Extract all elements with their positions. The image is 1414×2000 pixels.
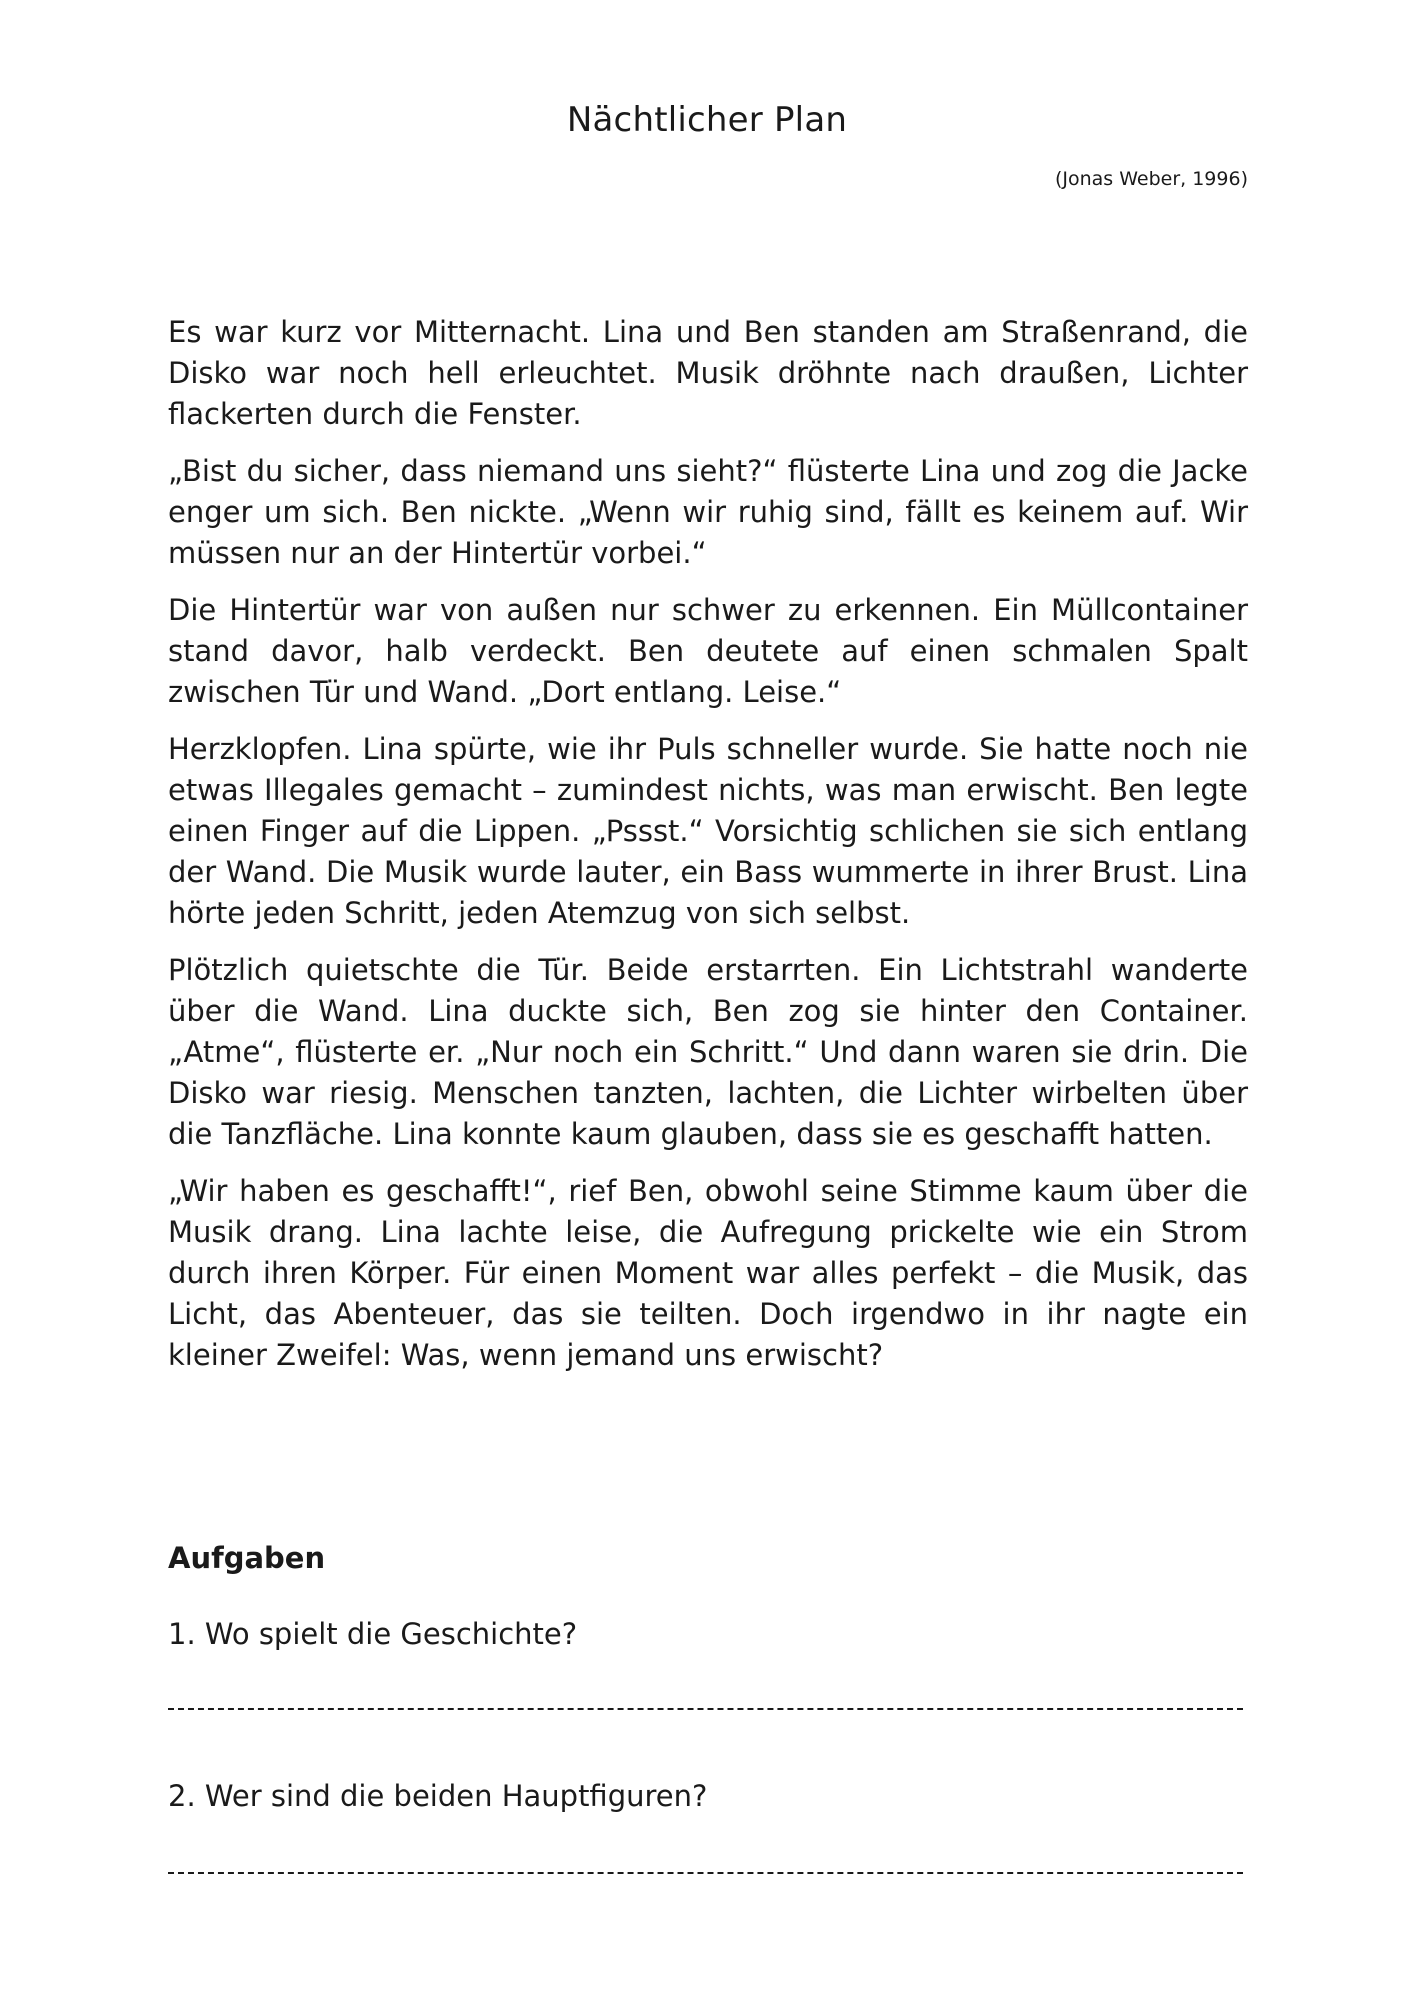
answer-line-1[interactable] — [168, 1704, 1243, 1710]
document-title: Nächtlicher Plan — [566, 100, 848, 140]
story-paragraph: Plötzlich quietschte die Tür. Beide erstarrten. Ein Lichtstrahl wanderte über die Wand. Lina duckte sich, Ben zog sie hinter den Container. „Atme“, flüsterte er. „Nur noch ein Schritt.“ Und dann waren sie drin. Die Disko war riesig. Menschen tanzten, lachten, die Lichter wirbelten über die Tanzfläche. Lina konnte kaum glauben, dass sie es geschafft hatten. — [168, 953, 1248, 1151]
story-paragraph: Die Hintertür war von außen nur schwer zu erkennen. Ein Müllcontainer stand davor, halb verdeckt. Ben deutete auf einen schmalen Spalt zwischen Tür und Wand. „Dort entlang. Leise.“ — [168, 593, 1248, 709]
question-2: 2. Wer sind die beiden Hauptfiguren? — [168, 1779, 708, 1813]
author-credit: (Jonas Weber, 1996) — [1054, 168, 1248, 190]
story-paragraph: Es war kurz vor Mitternacht. Lina und Ben standen am Straßenrand, die Disko war noch hell erleuchtet. Musik dröhnte nach draußen, Lichter flackerten durch die Fenster. — [168, 315, 1248, 431]
tasks-heading: Aufgaben — [168, 1541, 326, 1575]
story-text — [168, 312, 1248, 1392]
question-1: 1. Wo spielt die Geschichte? — [168, 1617, 578, 1651]
story-paragraph: „Wir haben es geschafft!“, rief Ben, obwohl seine Stimme kaum über die Musik drang. Lina lachte leise, die Aufregung prickelte wie ein Strom durch ihren Körper. Für einen Moment war alles perfekt – die Musik, das Licht, das Abenteuer, das sie teilten. Doch irgendwo in ihr nagte ein kleiner Zweifel: Was, wenn jemand uns erwischt? — [168, 1174, 1248, 1372]
answer-line-2[interactable] — [168, 1868, 1243, 1874]
story-paragraph: Herzklopfen. Lina spürte, wie ihr Puls schneller wurde. Sie hatte noch nie etwas Illegales gemacht – zumindest nichts, was man erwischt. Ben legte einen Finger auf die Lippen. „Pssst.“ Vorsichtig schlichen sie sich entlang der Wand. Die Musik wurde lauter, ein Bass wummerte in ihrer Brust. Lina hörte jeden Schritt, jeden Atemzug von sich selbst. — [168, 732, 1248, 930]
story-paragraph: „Bist du sicher, dass niemand uns sieht?“ flüsterte Lina und zog die Jacke enger um sich. Ben nickte. „Wenn wir ruhig sind, fällt es keinem auf. Wir müssen nur an der Hintertür vorbei.“ — [168, 454, 1248, 570]
tasks-section — [168, 1538, 1248, 1813]
